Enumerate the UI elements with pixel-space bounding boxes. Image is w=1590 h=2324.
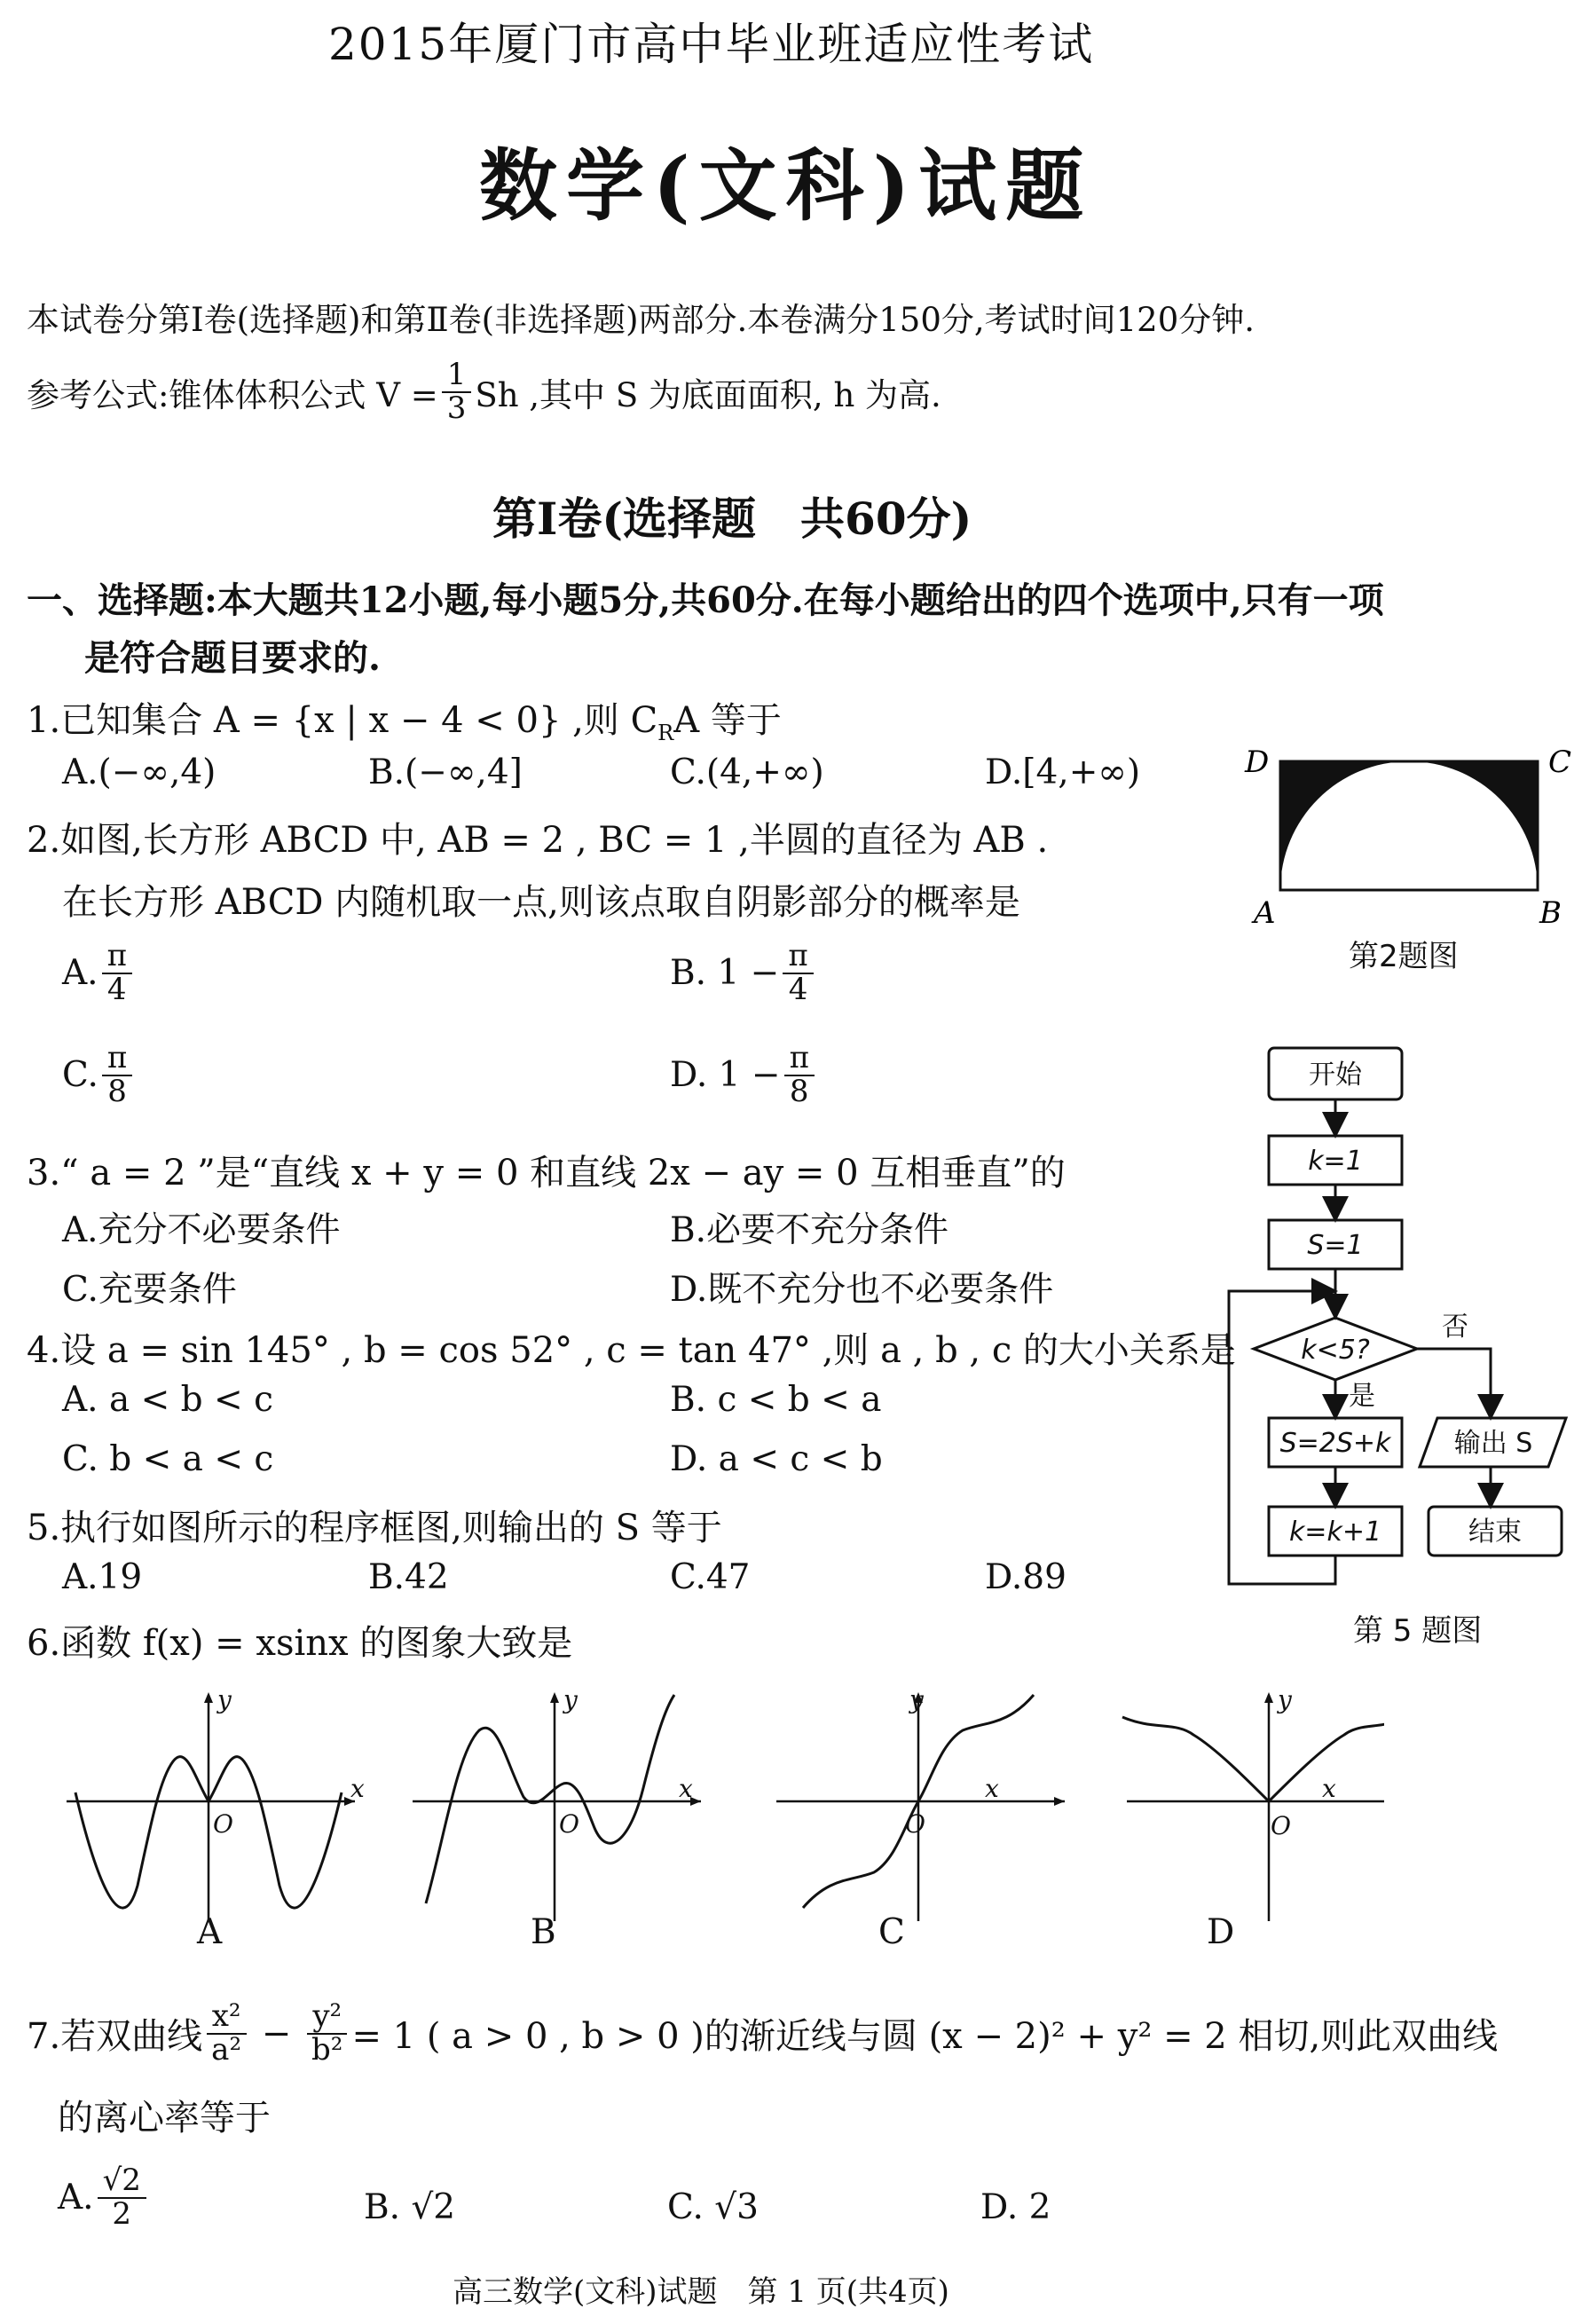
q3-stem: 3.“ a = 2 ”是“直线 x + y = 0 和直线 2x − ay = 0 互相垂直”的 — [27, 1153, 1066, 1194]
q2-fig-caption: 第2题图 — [1349, 939, 1459, 974]
flow-no-text: 否 — [1442, 1312, 1468, 1343]
formula-suffix: Sh ,其中 S 为底面面积, h 为高. — [475, 375, 941, 414]
flow-body-text: S=2S+k — [1279, 1428, 1391, 1459]
q7-minus: − — [250, 2013, 303, 2054]
q2-d-den: 8 — [789, 1073, 809, 1109]
q6-b-x-label: x — [679, 1774, 693, 1803]
q6-label-d: D — [1207, 1912, 1235, 1952]
q7-x2: x² — [207, 2001, 247, 2035]
q6-c-x-label: x — [985, 1774, 999, 1803]
q6-a-x-label: x — [350, 1774, 365, 1803]
q6-d-curve — [1122, 1717, 1384, 1801]
q7-a-den: 2 — [112, 2195, 132, 2232]
flow-arrow-no — [1417, 1349, 1491, 1415]
q1-option-c: C.(4,+∞) — [670, 752, 824, 792]
q2-c-label: C. — [62, 1055, 98, 1096]
q6-label-b: B — [531, 1912, 556, 1952]
q6-graphs — [53, 1682, 1384, 1948]
q2-label-a: A — [1254, 895, 1276, 931]
subject-title: 数学(文科)试题 — [479, 139, 1093, 232]
q4-option-d: D. a < c < b — [670, 1439, 883, 1479]
q2-label-d: D — [1245, 745, 1270, 780]
q3-option-d: D.既不充分也不必要条件 — [670, 1270, 1054, 1310]
q7-option-c: C. √3 — [667, 2187, 759, 2227]
q2-option-b — [670, 938, 817, 1007]
q2-label-c: C — [1548, 745, 1572, 780]
formula-fraction — [442, 359, 472, 424]
q6-a-origin: O — [213, 1809, 233, 1839]
q2-c-num: π — [102, 1043, 132, 1076]
section-instr-1: 一、选择题:本大题共12小题,每小题5分,共60分.在每小题给出的四个选项中,只有一项 — [27, 579, 1384, 621]
q7-frac-y — [306, 1998, 348, 2068]
q1-stem-text: 1.已知集合 A = {x | x − 4 < 0} ,则 C — [27, 700, 658, 741]
q2-c-frac — [102, 1040, 132, 1109]
section-instr-2: 是符合题目要求的. — [84, 637, 381, 679]
q4-option-c: C. b < a < c — [62, 1439, 274, 1479]
q1-stem — [27, 692, 782, 745]
q6-label-a: A — [197, 1912, 223, 1952]
q5-option-c: C.47 — [670, 1557, 751, 1597]
q6-graph-d — [1122, 1695, 1384, 1921]
q2-b-den: 4 — [788, 971, 808, 1007]
formula-line — [27, 359, 941, 424]
q7-option-b: B. √2 — [364, 2187, 456, 2227]
formula-den: 3 — [446, 390, 467, 426]
flow-start-text: 开始 — [1309, 1060, 1362, 1091]
q6-graph-a — [67, 1695, 355, 1921]
q1-sub: R — [657, 721, 674, 745]
q2-d-frac — [784, 1040, 815, 1109]
flow-k1-text: k=1 — [1308, 1146, 1363, 1177]
q1-option-b: B.(−∞,4] — [368, 752, 523, 792]
q2-shaded-region — [1280, 761, 1538, 890]
q1-option-a: A.(−∞,4) — [62, 752, 216, 792]
q2-b-label: B. 1 − — [670, 953, 780, 994]
q2-a-den: 4 — [106, 971, 127, 1007]
q6-d-origin: O — [1271, 1811, 1291, 1840]
q5-stem: 5.执行如图所示的程序框图,则输出的 S 等于 — [27, 1508, 722, 1548]
q2-line1: 2.如图,长方形 ABCD 中, AB = 2 , BC = 1 ,半圆的直径为 AB . — [27, 820, 1049, 861]
q2-label-b: B — [1539, 895, 1562, 931]
q2-d-label: D. 1 − — [670, 1055, 781, 1096]
q6-c-x-arrow — [1054, 1797, 1065, 1806]
q7-option-a — [58, 2165, 150, 2230]
q2-line2: 在长方形 ABCD 内随机取一点,则该点取自阴影部分的概率是 — [62, 882, 1020, 923]
q5-fig-caption: 第 5 题图 — [1353, 1613, 1483, 1649]
q7-a-num: √2 — [98, 2165, 146, 2199]
q7-a-label: A. — [58, 2178, 94, 2218]
q6-b-origin: O — [559, 1809, 579, 1839]
q2-d-num: π — [784, 1043, 815, 1076]
q6-a-y-arrow — [204, 1692, 213, 1703]
q6-d-y-arrow — [1264, 1692, 1273, 1703]
q6-stem: 6.函数 f(x) = xsinx 的图象大致是 — [27, 1623, 573, 1664]
q2-b-num: π — [783, 941, 813, 974]
q3-option-a: A.充分不必要条件 — [62, 1210, 341, 1250]
flow-end-text: 结束 — [1468, 1517, 1522, 1548]
q6-graph-b — [413, 1695, 701, 1921]
q2-b-frac — [783, 938, 813, 1007]
q3-option-c: C.充要条件 — [62, 1270, 237, 1310]
q2-option-c — [62, 1040, 136, 1109]
q7-mid: = 1 ( a > 0 , b > 0 )的渐近线与圆 (x − 2)² + y² = 2 相切,则此双曲线 — [351, 2016, 1499, 2058]
q2-a-label: A. — [62, 953, 98, 994]
q4-option-b: B. c < b < a — [670, 1380, 882, 1420]
q5-option-a: A.19 — [62, 1557, 143, 1597]
q7-frac-x — [206, 1998, 247, 2068]
page-footer: 高三数学(文科)试题 第 1 页(共4页) — [453, 2274, 949, 2310]
q7-y2: y² — [307, 2001, 347, 2035]
exam-title: 2015年厦门市高中毕业班适应性考试 — [328, 19, 1095, 70]
q6-a-y-label: y — [217, 1685, 232, 1714]
q6-label-c: C — [878, 1912, 905, 1952]
q7-line2: 的离心率等于 — [58, 2098, 271, 2139]
q6-d-x-label: x — [1322, 1774, 1336, 1803]
q7-a-frac — [98, 2165, 146, 2230]
flow-inc-text: k=k+1 — [1288, 1517, 1382, 1548]
q3-option-b: B.必要不充分条件 — [670, 1210, 949, 1250]
q6-b-y-label: y — [563, 1685, 578, 1714]
flow-output-text: 输出 S — [1453, 1428, 1533, 1459]
q6-b-curve — [426, 1695, 674, 1903]
q5-flowchart — [1220, 1034, 1584, 1602]
q2-a-num: π — [102, 941, 132, 974]
q6-d-y-label: y — [1278, 1685, 1292, 1714]
flow-cond-text: k<5? — [1301, 1335, 1370, 1366]
q6-c-origin: O — [905, 1809, 925, 1839]
intro-line: 本试卷分第Ⅰ卷(选择题)和第Ⅱ卷(非选择题)两部分.本卷满分150分,考试时间120分钟. — [27, 301, 1255, 339]
q2-option-d — [670, 1040, 818, 1109]
q2-option-a — [62, 938, 136, 1007]
q1-option-d: D.[4,+∞) — [985, 752, 1141, 792]
q2-c-den: 8 — [107, 1073, 127, 1109]
q6-graph-c — [776, 1695, 1065, 1921]
formula-num: 1 — [442, 359, 472, 393]
q1-stem-end: A 等于 — [673, 700, 782, 741]
q4-option-a: A. a < b < c — [62, 1380, 273, 1420]
q6-c-y-label: y — [909, 1685, 924, 1714]
q6-b-y-arrow — [550, 1692, 559, 1703]
q7-prefix: 7.若双曲线 — [27, 2016, 203, 2058]
formula-prefix: 参考公式:锥体体积公式 V = — [27, 375, 438, 414]
q5-option-b: B.42 — [368, 1557, 449, 1597]
q2-a-frac — [102, 938, 132, 1007]
q7-a2: a² — [211, 2031, 242, 2068]
q7-b2: b² — [311, 2031, 343, 2068]
q7-option-d: D. 2 — [980, 2187, 1051, 2227]
q7-stem — [27, 1998, 1499, 2068]
section-title: 第Ⅰ卷(选择题 共60分) — [492, 492, 972, 545]
q4-stem: 4.设 a = sin 145° , b = cos 52° , c = tan 47° ,则 a , b , c 的大小关系是 — [27, 1330, 1236, 1371]
flow-s1-text: S=1 — [1307, 1230, 1364, 1261]
flow-yes-text: 是 — [1349, 1381, 1375, 1412]
q5-option-d: D.89 — [985, 1557, 1067, 1597]
